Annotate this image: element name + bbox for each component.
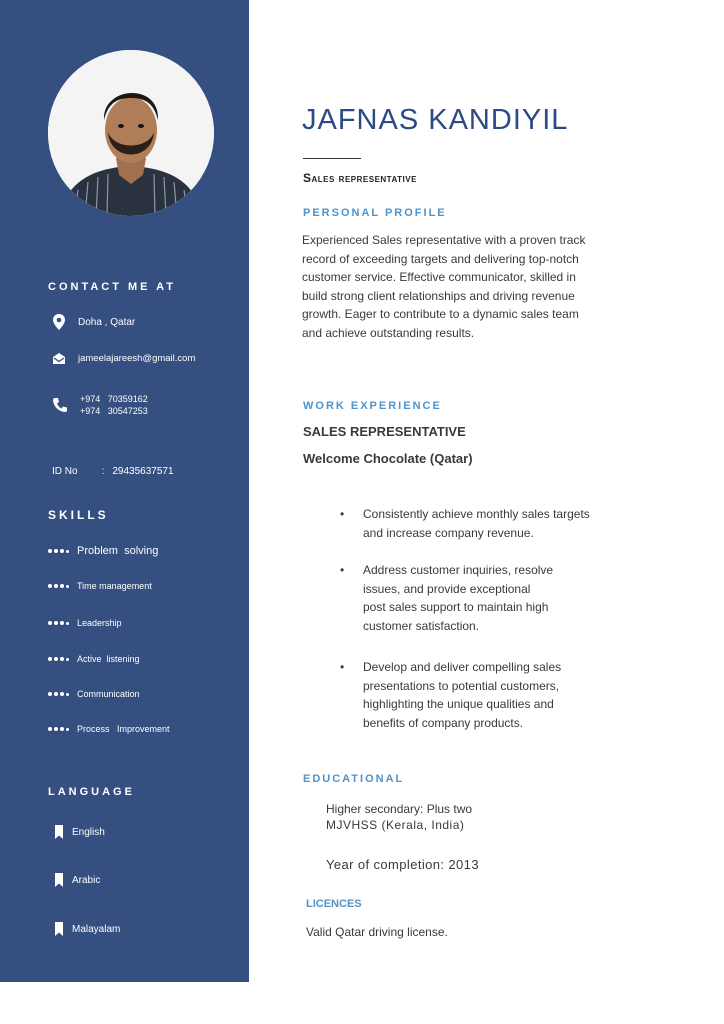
rating-dots-icon (48, 621, 71, 625)
bookmark-icon (54, 825, 64, 839)
profile-text: Experienced Sales representative with a proven track record of exceeding targets and delivering top-notch customer service. Effective communicator, skilled in build strong client relationships and driving revenue growth. Eager to contribute to a dynamic sales team and achieve outstanding results. (302, 233, 586, 340)
email-link[interactable]: jameelajareesh@gmail.com (78, 352, 196, 364)
rating-dots-icon (48, 584, 71, 588)
education-line-1: Higher secondary: Plus two (326, 802, 473, 816)
bookmark-icon (54, 922, 64, 936)
list-item: • Address customer inquiries, resolve issues, and provide exceptional post sales support to maintain high customer satisfaction. (340, 561, 555, 635)
phone-row (52, 393, 148, 417)
person-name: JAFNAS KANDIYIL (302, 104, 569, 136)
education-line-3: Year of completion: 2013 (326, 857, 479, 872)
sidebar (0, 0, 249, 982)
experience-heading: WORK EXPERIENCE (303, 400, 442, 412)
id-row: ID No : 29435637571 (52, 466, 174, 477)
phone-1[interactable]: +974 70359162 (80, 394, 148, 404)
language-label: Arabic (72, 874, 101, 886)
profile-photo (48, 50, 214, 216)
skill-item (48, 724, 170, 734)
language-item (54, 825, 105, 839)
job-role: Sales representative (303, 171, 417, 185)
rating-dots-icon (48, 692, 71, 696)
skill-label: Process Improvement (77, 724, 170, 734)
language-label: Malayalam (72, 923, 121, 935)
language-item (54, 922, 120, 936)
envelope-icon (52, 351, 66, 365)
id-value: 29435637571 (112, 466, 174, 477)
skill-item (48, 618, 122, 628)
language-label: English (72, 826, 105, 838)
location-row (52, 314, 135, 330)
skill-label: Active listening (77, 654, 140, 664)
skill-label: Time management (77, 581, 152, 591)
language-title: LANGUAGE (48, 786, 135, 798)
licences-heading: LICENCES (306, 898, 362, 910)
phone-2[interactable]: +974 30547253 (80, 406, 148, 416)
bullet-text: Develop and deliver compelling sales presentations to potential customers, highlighting the unique qualities and benefits of company products. (363, 660, 562, 730)
contact-title: CONTACT ME AT (48, 281, 177, 293)
rating-dots-icon (48, 727, 71, 731)
experience-company: Welcome Chocolate (Qatar) (303, 451, 473, 466)
skill-item (48, 545, 158, 557)
list-item: • Consistently achieve monthly sales targets and increase company revenue. (340, 505, 590, 542)
education-heading: EDUCATIONAL (303, 773, 405, 785)
bookmark-icon (54, 873, 64, 887)
skills-title: SKILLS (48, 508, 109, 522)
location-pin-icon (52, 314, 66, 330)
experience-job-title: SALES REPRESENTATIVE (303, 424, 466, 439)
email-row (52, 351, 195, 365)
skill-item (48, 689, 140, 699)
language-item (54, 873, 100, 887)
skill-item (48, 581, 152, 591)
bullet-text: Address customer inquiries, resolve issues, and provide exceptional post sales support to maintain high customer satisfaction. (363, 563, 554, 633)
skill-label: Communication (77, 689, 140, 699)
list-item: • Develop and deliver compelling sales presentations to potential customers, highlighting the unique qualities and benefits of company products. (340, 658, 570, 732)
skill-label: Leadership (77, 618, 122, 628)
rating-dots-icon (48, 549, 71, 553)
licences-text: Valid Qatar driving license. (306, 925, 448, 939)
education-line-2: MJVHSS (Kerala, India) (326, 818, 465, 832)
rating-dots-icon (48, 657, 71, 661)
phone-icon (52, 397, 68, 413)
bullet-text: Consistently achieve monthly sales targets and increase company revenue. (363, 507, 590, 540)
skill-item (48, 654, 140, 664)
location-text: Doha , Qatar (78, 316, 136, 328)
skill-label: Problem solving (77, 545, 159, 557)
id-label: ID No (52, 466, 78, 477)
profile-heading: PERSONAL PROFILE (303, 207, 447, 219)
divider (303, 158, 361, 159)
